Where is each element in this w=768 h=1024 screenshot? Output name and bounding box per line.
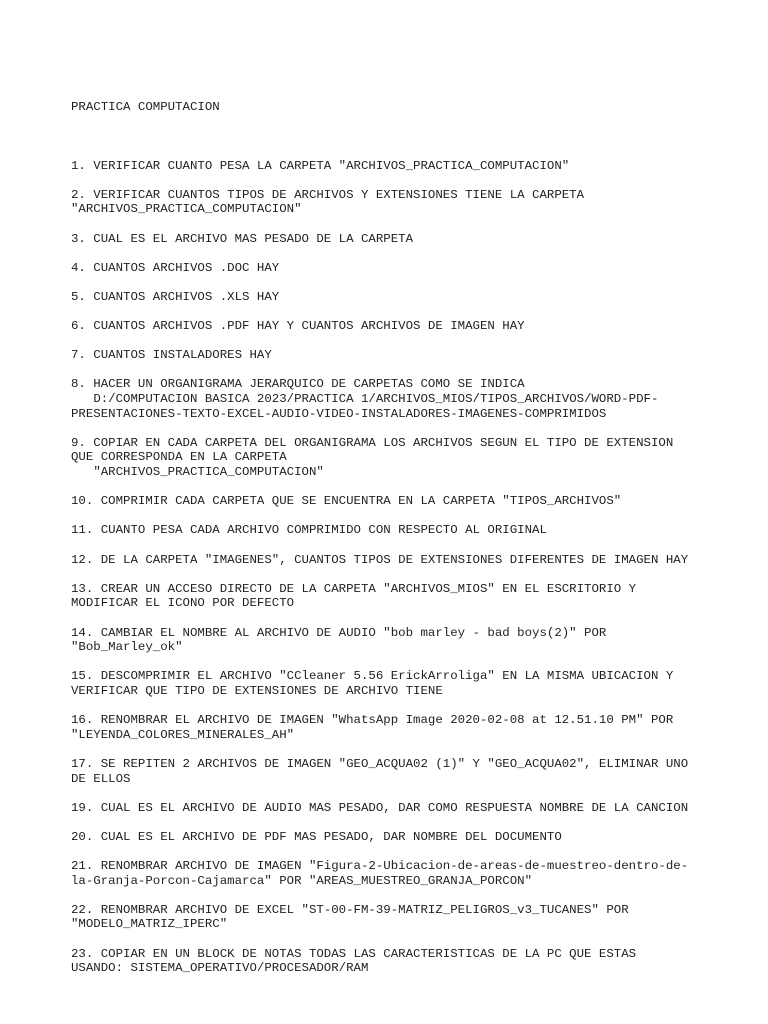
task-item-line: 6. CUANTOS ARCHIVOS .PDF HAY Y CUANTOS ARCHIVOS DE IMAGEN HAY bbox=[71, 319, 525, 334]
task-list bbox=[71, 159, 711, 976]
task-item-line: 23. COPIAR EN UN BLOCK DE NOTAS TODAS LAS CARACTERISTICAS DE LA PC QUE ESTAS bbox=[71, 946, 637, 961]
task-item-line: D:/COMPUTACION BASICA 2023/PRACTICA 1/ARCHIVOS_MIOS/TIPOS_ARCHIVOS/WORD-PDF- bbox=[71, 392, 659, 407]
task-item bbox=[71, 553, 711, 568]
task-item bbox=[71, 757, 711, 786]
task-item-line: "MODELO_MATRIZ_IPERC" bbox=[71, 917, 228, 932]
task-item-line: VERIFICAR QUE TIPO DE EXTENSIONES DE ARCHIVO TIENE bbox=[71, 683, 443, 698]
task-item-line: "ARCHIVOS_PRACTICA_COMPUTACION" bbox=[71, 465, 324, 480]
task-item-line: 16. RENOMBRAR EL ARCHIVO DE IMAGEN "WhatsApp Image 2020-02-08 at 12.51.10 PM" POR bbox=[71, 713, 674, 728]
task-item bbox=[71, 159, 711, 174]
task-item-line: 20. CUAL ES EL ARCHIVO DE PDF MAS PESADO, DAR NOMBRE DEL DOCUMENTO bbox=[71, 829, 562, 844]
task-item-line: 3. CUAL ES EL ARCHIVO MAS PESADO DE LA CARPETA bbox=[71, 231, 414, 246]
task-item bbox=[71, 903, 711, 932]
task-item bbox=[71, 494, 711, 509]
task-item-line: PRESENTACIONES-TEXTO-EXCEL-AUDIO-VIDEO-INSTALADORES-IMAGENES-COMPRIMIDOS bbox=[71, 406, 607, 421]
task-item bbox=[71, 947, 711, 976]
task-item bbox=[71, 319, 711, 334]
task-item-line: 7. CUANTOS INSTALADORES HAY bbox=[71, 348, 272, 363]
task-item-line: 14. CAMBIAR EL NOMBRE AL ARCHIVO DE AUDIO "bob marley - bad boys(2)" POR bbox=[71, 625, 607, 640]
task-item bbox=[71, 582, 711, 611]
task-item bbox=[71, 290, 711, 305]
task-item-line: 15. DESCOMPRIMIR EL ARCHIVO "CCleaner 5.56 ErickArroliga" EN LA MISMA UBICACION Y bbox=[71, 669, 674, 684]
task-item bbox=[71, 859, 711, 888]
task-item-line: QUE CORRESPONDA EN LA CARPETA bbox=[71, 450, 287, 465]
task-item-line: 11. CUANTO PESA CADA ARCHIVO COMPRIMIDO CON RESPECTO AL ORIGINAL bbox=[71, 523, 547, 538]
task-item-line: la-Granja-Porcon-Cajamarca" POR "AREAS_MUESTREO_GRANJA_PORCON" bbox=[71, 873, 533, 888]
task-item bbox=[71, 713, 711, 742]
task-item-line: 10. COMPRIMIR CADA CARPETA QUE SE ENCUENTRA EN LA CARPETA "TIPOS_ARCHIVOS" bbox=[71, 494, 622, 509]
task-item-line: "LEYENDA_COLORES_MINERALES_AH" bbox=[71, 727, 295, 742]
task-item-line: DE ELLOS bbox=[71, 771, 131, 786]
task-item-line: 12. DE LA CARPETA "IMAGENES", CUANTOS TIPOS DE EXTENSIONES DIFERENTES DE IMAGEN HAY bbox=[71, 552, 689, 567]
task-item-line: 1. VERIFICAR CUANTO PESA LA CARPETA "ARCHIVOS_PRACTICA_COMPUTACION" bbox=[71, 158, 570, 173]
task-item bbox=[71, 801, 711, 816]
task-item bbox=[71, 348, 711, 363]
task-item bbox=[71, 523, 711, 538]
task-item-line: MODIFICAR EL ICONO POR DEFECTO bbox=[71, 596, 295, 611]
task-item bbox=[71, 261, 711, 276]
document-page bbox=[71, 71, 711, 1005]
task-item bbox=[71, 377, 711, 421]
task-item-line: 17. SE REPITEN 2 ARCHIVOS DE IMAGEN "GEO_ACQUA02 (1)" Y "GEO_ACQUA02", ELIMINAR UNO bbox=[71, 756, 689, 771]
task-item-line: 4. CUANTOS ARCHIVOS .DOC HAY bbox=[71, 260, 280, 275]
task-item bbox=[71, 436, 711, 480]
task-item-line: "ARCHIVOS_PRACTICA_COMPUTACION" bbox=[71, 202, 302, 217]
task-item-line: 22. RENOMBRAR ARCHIVO DE EXCEL "ST-00-FM-39-MATRIZ_PELIGROS_v3_TUCANES" POR bbox=[71, 902, 629, 917]
task-item-line: 2. VERIFICAR CUANTOS TIPOS DE ARCHIVOS Y EXTENSIONES TIENE LA CARPETA bbox=[71, 187, 585, 202]
task-item bbox=[71, 669, 711, 698]
task-item-line: 13. CREAR UN ACCESO DIRECTO DE LA CARPETA "ARCHIVOS_MIOS" EN EL ESCRITORIO Y bbox=[71, 581, 637, 596]
task-item-line: 21. RENOMBRAR ARCHIVO DE IMAGEN "Figura-2-Ubicacion-de-areas-de-muestreo-dentro-de- bbox=[71, 859, 689, 874]
task-item bbox=[71, 830, 711, 845]
task-item bbox=[71, 232, 711, 247]
task-item bbox=[71, 626, 711, 655]
task-item-line: "Bob_Marley_ok" bbox=[71, 640, 183, 655]
document-title: PRACTICA COMPUTACION bbox=[71, 100, 220, 115]
task-item-line: 8. HACER UN ORGANIGRAMA JERARQUICO DE CARPETAS COMO SE INDICA bbox=[71, 377, 525, 392]
task-item-line: USANDO: SISTEMA_OPERATIVO/PROCESADOR/RAM bbox=[71, 961, 369, 976]
task-item-line: 19. CUAL ES EL ARCHIVO DE AUDIO MAS PESADO, DAR COMO RESPUESTA NOMBRE DE LA CANCION bbox=[71, 800, 689, 815]
task-item-line: 5. CUANTOS ARCHIVOS .XLS HAY bbox=[71, 289, 280, 304]
task-item-line: 9. COPIAR EN CADA CARPETA DEL ORGANIGRAMA LOS ARCHIVOS SEGUN EL TIPO DE EXTENSION bbox=[71, 435, 674, 450]
task-item bbox=[71, 188, 711, 217]
